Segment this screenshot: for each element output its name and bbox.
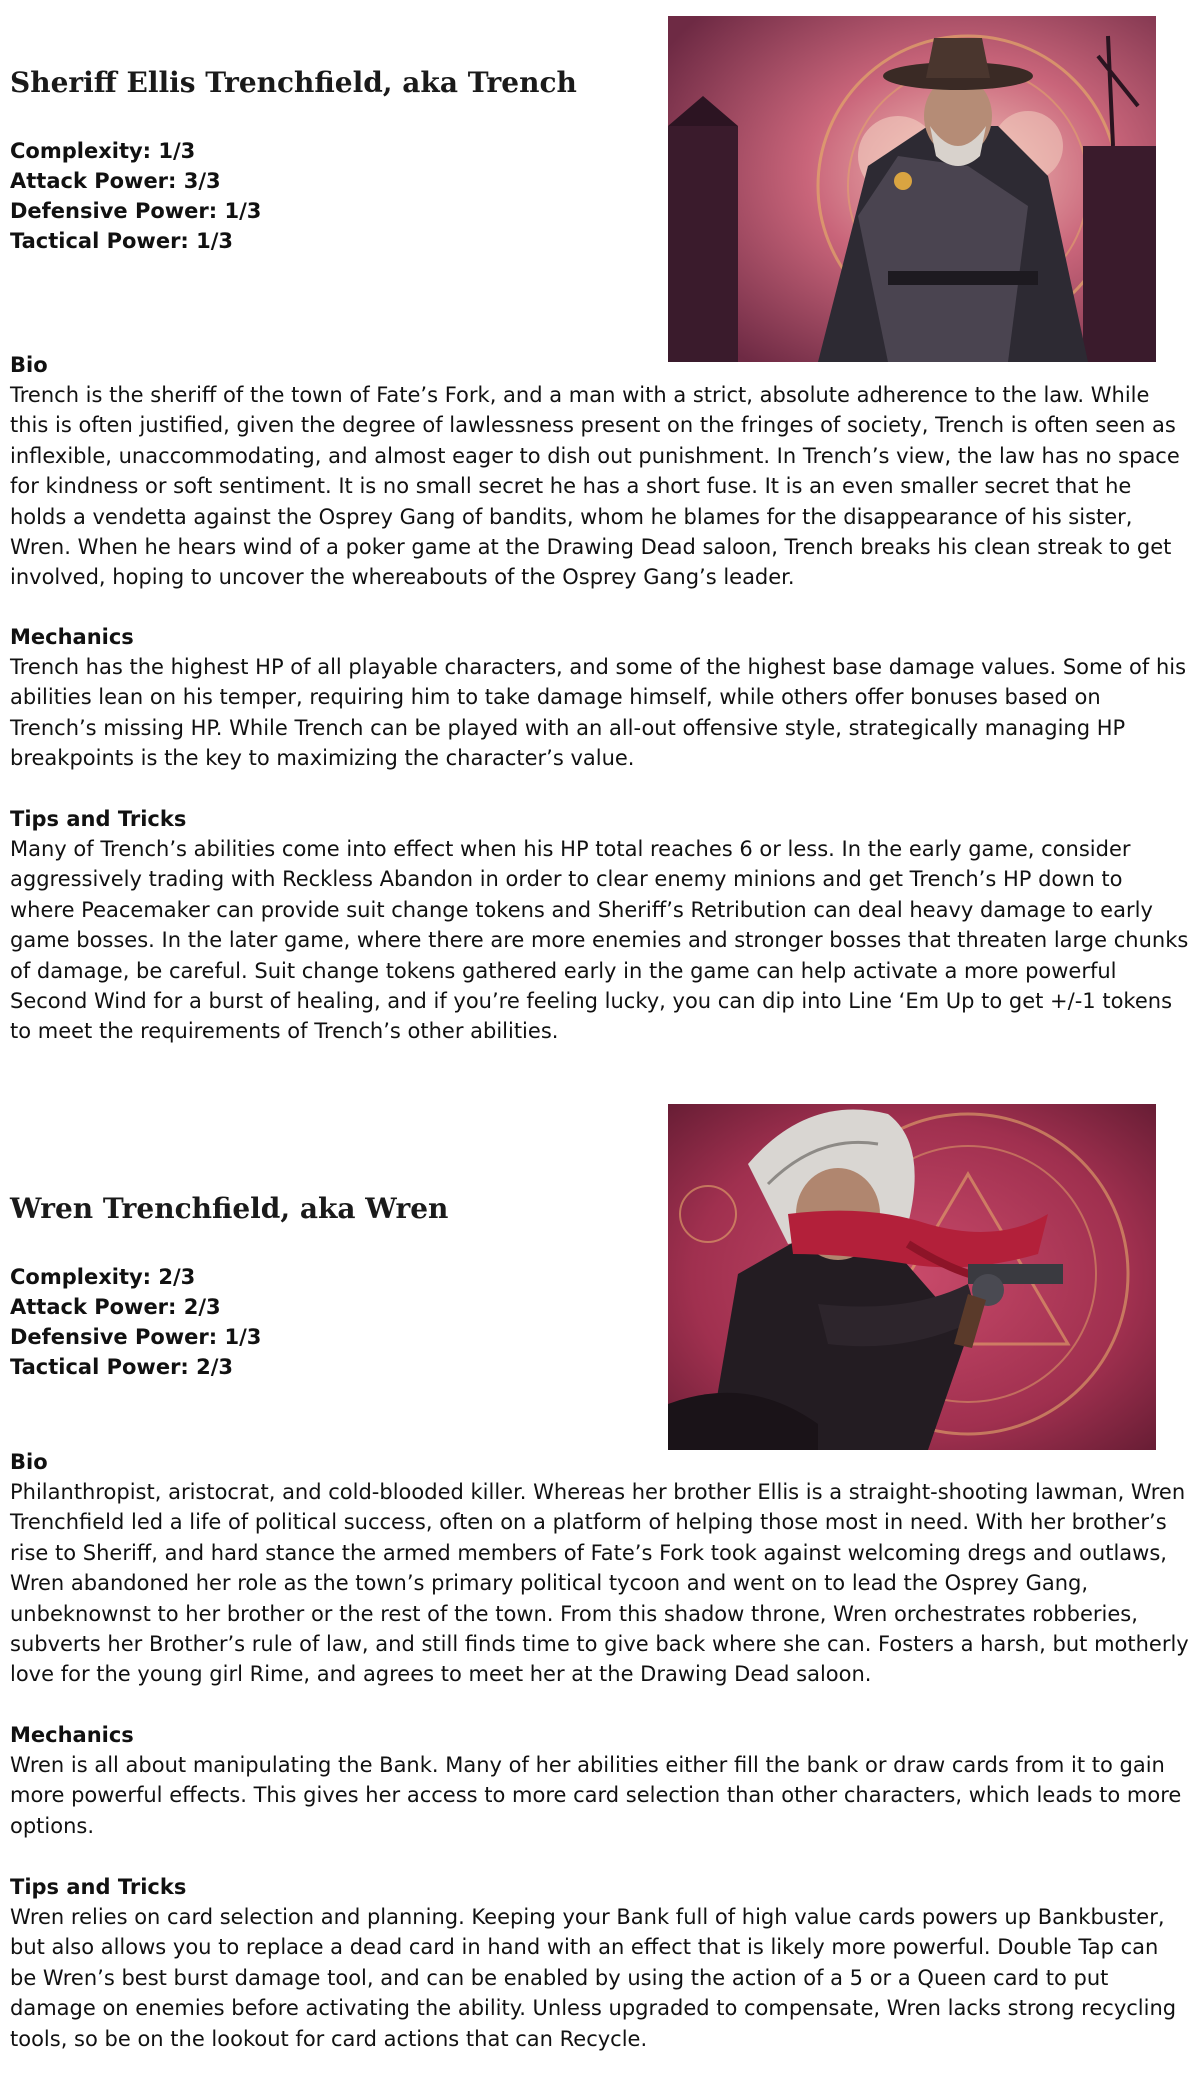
tips-section — [10, 1872, 1190, 2054]
stats-list — [10, 136, 261, 256]
bio-text: Trench is the sheriff of the town of Fate’s Fork, and a man with a strict, absolute adherence to the law. While this is often justified, given the degree of lawlessness present on the fringes of society, Trench is often seen as inflexible, unaccommodating, and almost eager to dish out punishment. In Trench’s view, the law has no space for kindness or soft sentiment. It is no small secret he has a short fuse. It is an even smaller secret that he holds a vendetta against the Osprey Gang of bandits, whom he blames for the disappearance of his sister, Wren. When he hears wind of a poker game at the Drawing Dead saloon, Trench breaks his clean streak to get involved, hoping to uncover the whereabouts of the Osprey Gang’s leader. — [10, 383, 1180, 590]
character-portrait-wren — [668, 1104, 1156, 1450]
bio-text: Philanthropist, aristocrat, and cold-blooded killer. Whereas her brother Ellis is a straight-shooting lawman, Wren Trenchfield led a life of political success, often on a platform of helping those most in need. With her brother’s rise to Sheriff, and hard stance the armed members of Fate’s Fork took against welcoming dregs and outlaws, Wren abandoned her role as the town’s primary political tycoon and went on to lead the Osprey Gang, unbeknownst to her brother or the rest of the town. From this shadow throne, Wren orchestrates robberies, subverts her Brother’s rule of law, and still finds time to give back where she can. Fosters a harsh, but motherly love for the young girl Rime, and agrees to meet her at the Drawing Dead saloon. — [10, 1480, 1189, 1687]
stats-list — [10, 1262, 261, 1382]
mechanics-section — [10, 622, 1190, 774]
bio-heading: Bio — [10, 353, 48, 377]
stat-defensive-power: Defensive Power: 1/3 — [10, 1325, 262, 1349]
character-title: Wren Trenchfield, aka Wren — [10, 1192, 449, 1225]
tips-heading: Tips and Tricks — [10, 1875, 187, 1899]
mechanics-heading: Mechanics — [10, 625, 134, 649]
stat-defensive-power: Defensive Power: 1/3 — [10, 199, 262, 223]
mechanics-heading: Mechanics — [10, 1723, 134, 1747]
character-title: Sheriff Ellis Trenchfield, aka Trench — [10, 66, 577, 99]
stat-attack-power: Attack Power: 3/3 — [10, 169, 221, 193]
stat-tactical-power: Tactical Power: 1/3 — [10, 229, 234, 253]
bio-heading: Bio — [10, 1450, 48, 1474]
bio-section — [10, 1447, 1190, 1690]
mechanics-text: Wren is all about manipulating the Bank. Many of her abilities either fill the bank or draw cards from it to gain more powerful effects. This gives her access to more card selection than other characters, which leads to more options. — [10, 1753, 1182, 1838]
mechanics-section — [10, 1720, 1190, 1841]
mechanics-text: Trench has the highest HP of all playable characters, and some of the highest base damage values. Some of his abilities lean on his temper, requiring him to take damage himself, while others offer bonuses based on Trench’s missing HP. While Trench can be played with an all-out offensive style, strategically managing HP breakpoints is the key to maximizing the character’s value. — [10, 655, 1187, 771]
stat-attack-power: Attack Power: 2/3 — [10, 1295, 221, 1319]
stat-complexity: Complexity: 1/3 — [10, 139, 196, 163]
bio-section — [10, 350, 1190, 593]
stat-complexity: Complexity: 2/3 — [10, 1265, 196, 1289]
tips-text: Wren relies on card selection and planning. Keeping your Bank full of high value cards powers up Bankbuster, but also allows you to replace a dead card in hand with an effect that is likely more powerful. Double Tap can be Wren’s best burst damage tool, and can be enabled by using the action of a 5 or a Queen card to put damage on enemies before activating the ability. Unless upgraded to compensate, Wren lacks strong recycling tools, so be on the lookout for card actions that can Recycle. — [10, 1905, 1177, 2051]
tips-heading: Tips and Tricks — [10, 807, 187, 831]
tips-text: Many of Trench’s abilities come into effect when his HP total reaches 6 or less. In the early game, consider aggressively trading with Reckless Abandon in order to clear enemy minions and get Trench’s HP down to where Peacemaker can provide suit change tokens and Sheriff’s Retribution can deal heavy damage to early game bosses. In the later game, where there are more enemies and stronger bosses that threaten large chunks of damage, be careful. Suit change tokens gathered early in the game can help activate a more powerful Second Wind for a burst of healing, and if you’re feeling lucky, you can dip into Line ‘Em Up to get +/-1 tokens to meet the requirements of Trench’s other abilities. — [10, 837, 1189, 1044]
tips-section — [10, 804, 1190, 1047]
stat-tactical-power: Tactical Power: 2/3 — [10, 1355, 234, 1379]
character-portrait-trench — [668, 16, 1156, 362]
